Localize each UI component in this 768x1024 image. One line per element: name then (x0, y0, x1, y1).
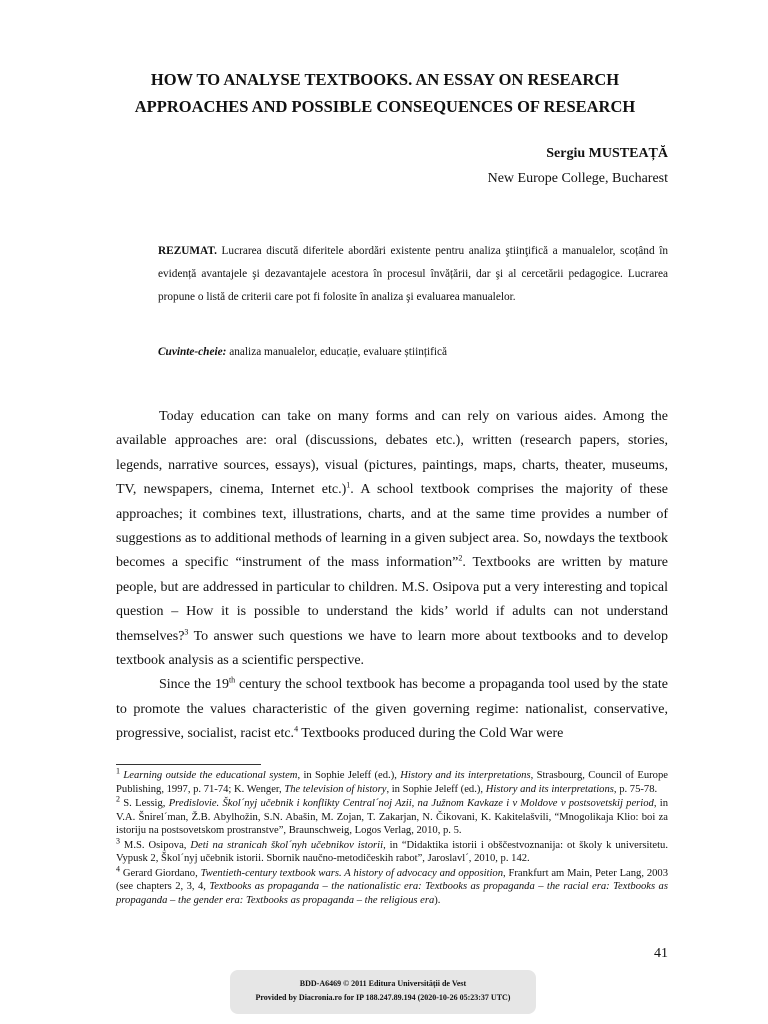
footnote-3 (116, 835, 668, 866)
footnote-4 (116, 863, 669, 908)
text-run: S. Lessig, (120, 798, 169, 809)
text-run: . A school textbook comprises the majority of these approaches; it combines text, illustrations, charts, and at the same time provides a number of suggestions as to additional methods of learning in a given subject area. So, nowdays the textbook becomes a specific “instrument of the mass information” (116, 482, 669, 571)
footnote-number: 1 (116, 766, 120, 776)
text-run: To answer such questions we have to learn more about textbooks and to develop textbook analysis as a scientific perspective. (116, 628, 668, 669)
keywords (158, 346, 447, 358)
text-run: Predislovie. Škol´nyj učebnik i konflikty Central´noj Azii, na Južnom Kavkaze i v Moldove v postsovetskij period (168, 798, 654, 809)
stamp-line-2: Provided by Diacronia.ro for IP 188.247.89.194 (2020-10-26 05:23:37 UTC) (255, 993, 511, 1002)
author-name: Sergiu MUSTEAȚĂ (546, 146, 668, 161)
abstract-text: Lucrarea discută diferitele abordări existente pentru analiza ştiinţifică a manualelor, scoțând în evidență avantajele şi dezavantajele acestora în procesul învățării, dar şi al cercetării pedagogice. Lucrarea propune o listă de criterii care pot fi folosite în analiza şi evaluarea manualelor. (158, 245, 668, 303)
footnotes (116, 766, 669, 908)
footnote-1 (116, 766, 668, 796)
text-run: M.S. Osipova, (120, 839, 191, 851)
abstract-label: REZUMAT. (158, 245, 217, 257)
text-run: century the school textbook has become a propaganda tool used by the state to promote the values characteristic of the given governing regime: nationalist, conservative, progressive, socialist, racist etc. (116, 677, 668, 742)
footnote-ref: 1 (346, 480, 351, 490)
page-number: 41 (654, 946, 668, 961)
ordinal-suffix: th (228, 675, 236, 685)
text-run: ). (434, 894, 441, 906)
text-run: History and its interpretations (485, 783, 614, 795)
text-run: History and its interpretations (400, 770, 531, 781)
text-run: , in Sophie Jeleff (ed.), (297, 770, 401, 781)
text-run: Textbooks as propaganda – the nationalistic era: Textbooks as propaganda – the racial era: Textbooks as propaganda – the gender era: Textbooks as propaganda – the religious era (116, 881, 668, 906)
text-run: Textbooks produced during the Cold War were (298, 726, 564, 742)
title-line-2: APPROACHES AND POSSIBLE CONSEQUENCES OF RESEARCH (134, 97, 636, 116)
text-run: Since the 19 (159, 677, 229, 693)
text-run: , Strasbourg, Council of Europe Publishing, 1997, p. 71-74; K. Wenger, (116, 770, 668, 795)
footnote-number: 4 (116, 863, 120, 873)
footnote-number: 2 (116, 794, 120, 804)
footnote-ref: 2 (458, 553, 463, 563)
keywords-label: Cuvinte-cheie: (158, 346, 227, 358)
text-run: , in Sophie Jeleff (ed.), (386, 783, 486, 795)
stamp-line-1: BDD-A6469 © 2011 Editura Universității de Vest (299, 979, 467, 988)
author-affiliation: New Europe College, Bucharest (487, 171, 668, 186)
text-run: The television of history (284, 783, 387, 795)
body-text (116, 405, 668, 747)
text-run: Learning outside the educational system (123, 770, 298, 781)
text-run: . Textbooks are written by mature people, but are addressed in particular to children. M.S. Osipova put a very interesting and topical question – How it is possible to understand the kids’ world if adults can not understand themselves? (116, 555, 668, 644)
footnote-2 (116, 794, 668, 838)
keywords-text: analiza manualelor, educație, evaluare științifică (229, 346, 448, 358)
text-run: , p. 75-78. (613, 783, 658, 795)
footnote-number: 3 (116, 835, 120, 845)
footnote-separator (116, 764, 261, 765)
text-run: , Frankfurt am Main, Peter Lang, 2003 (see chapters 2, 3, 4, (116, 867, 669, 892)
body-paragraph (116, 673, 668, 746)
text-run: , in V.A. Šnirel´man, Ž.B. Abylhožin, S.N. Abašin, M. Zojan, T. Zakarjan, N. Čikovani, K. Kakitelašvili, “Mnogolikaja Klio: boi za istoriju na postsovetskom prostranstve”, Braunschweig, Logos Verlag, 2010, p. 5. (116, 798, 668, 836)
text-run: , in “Didaktika istorii i obščestvoznanija: ot školy k universitetu. Vypusk 2, Škol´nyj učebnik istorii. Sbornik naučno-metodičeskih rabot”, Jaroslavl´, 2010, p. 142. (116, 839, 668, 864)
text-run: Twentieth-century textbook wars. A history of advocacy and opposition (200, 867, 504, 879)
provenance-stamp (230, 970, 536, 1014)
article-title (110, 66, 660, 120)
text-run: Gerard Giordano, (120, 867, 201, 879)
footnote-ref: 3 (184, 627, 189, 636)
text-run: Today education can take on many forms and can rely on various aides. Among the available approaches are: oral (discussions, debates etc.), written (research papers, stories, legends, narrative sources, essays), visual (pictures, paintings, maps, charts, theater, museums, TV, newspapers, cinema, Internet etc.) (116, 409, 668, 498)
title-line-1: HOW TO ANALYSE TEXTBOOKS. AN ESSAY ON RESEARCH (150, 70, 620, 89)
body-paragraph (116, 405, 668, 673)
footnote-ref: 4 (294, 724, 299, 734)
text-run: Deti na stranicah škol´nyh učebnikov istorii (190, 839, 384, 851)
abstract (158, 240, 668, 309)
